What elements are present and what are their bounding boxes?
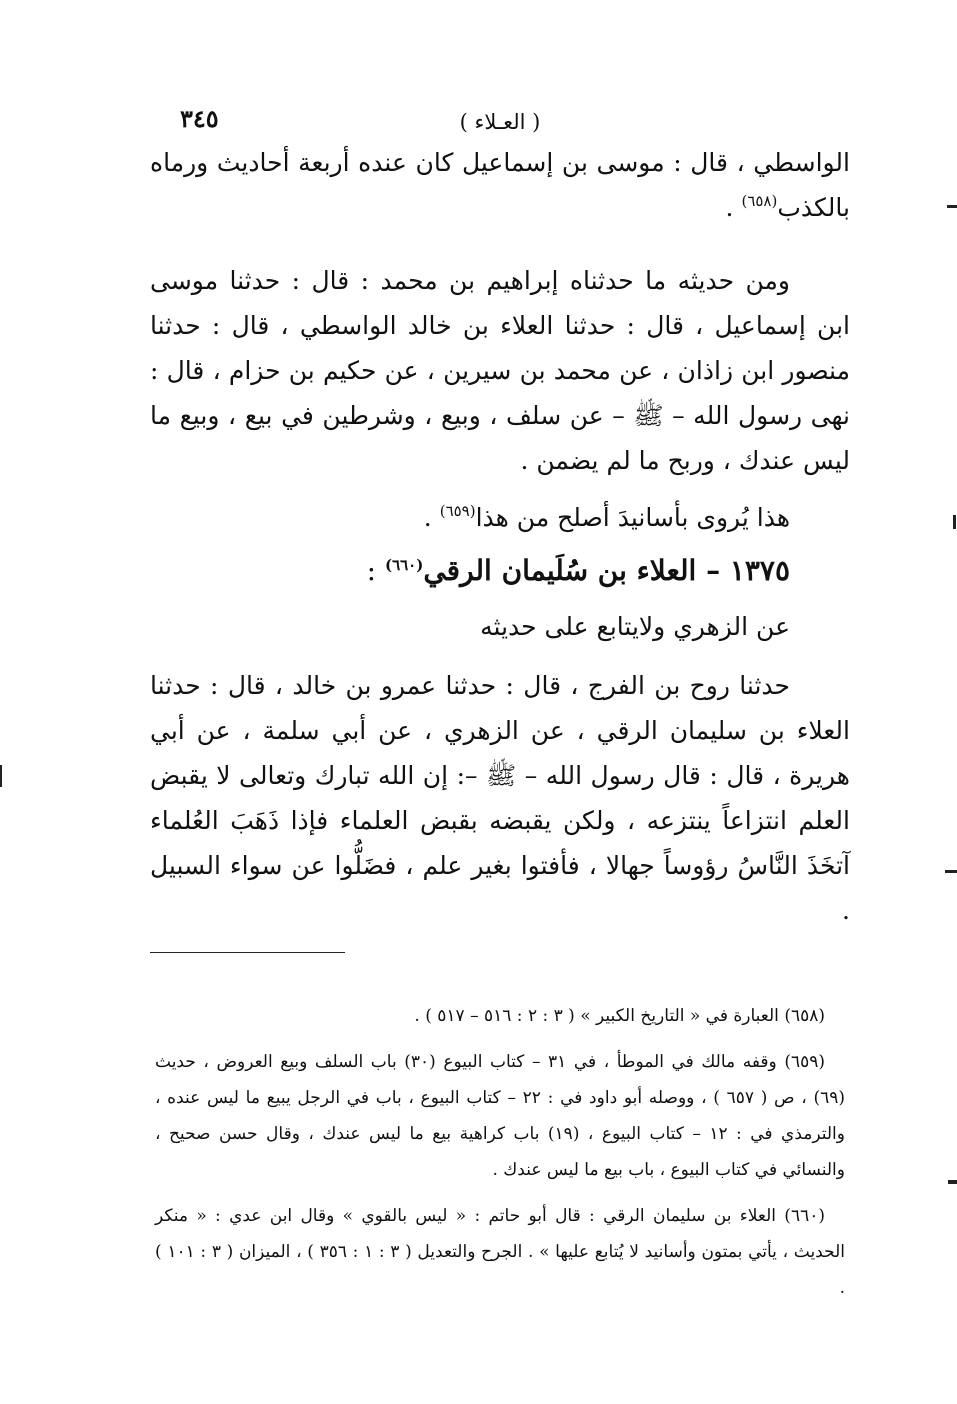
entry-colon: :	[366, 554, 385, 587]
scan-mark-2	[953, 515, 956, 529]
scan-mark-5	[0, 765, 2, 787]
footnote-ref-658[interactable]: (٦٥٨)	[741, 192, 778, 210]
entry-name: العلاء بن سُلَيمان الرقي	[423, 554, 697, 587]
page-body	[150, 100, 850, 933]
main-text	[150, 140, 850, 933]
entry-dash: –	[696, 554, 730, 587]
footnote-divider	[150, 952, 345, 953]
footnote-659: (٦٥٩) وقفه مالك في الموطأ ، في ٣١ – كتاب البيوع (٣٠) باب السلف وبيع العروض ، حديث (٦٩) ، ص ( ٦٥٧ ) ، ووصله أبو داود في : ٢٢ – كتاب البيوع ، باب في الرجل يبيع ما ليس عنده ، والترمذي في : ١٢ – كتاب البيوع ، (١٩) باب كراهية بيع ما ليس عندك ، وقال حسن صحيح ، والنسائي في كتاب البيوع ، باب بيع ما ليس عندك .	[155, 1052, 846, 1180]
page-number: ٣٤٥	[180, 104, 219, 133]
entry-text: حدثنا روح بن الفرج ، قال : حدثنا عمرو بن خالد ، قال : حدثنا العلاء بن سليمان الرقي ، عن الزهري ، عن أبي سلمة ، عن أبي هريرة ، قال : قال رسول الله – ﷺ –: إن الله تبارك وتعالى لا يقبض العلم انتزاعاً ينتزعه ، ولكن يقبضه بقبض العلماء فإذا ذَهَبَ العُلماء آتخَذَ النَّاسُ رؤوساً جهالا ، فأفتوا بغير علم ، فضَلُّوا عن سواء السبيل .	[150, 671, 850, 925]
page-header	[150, 100, 850, 140]
paragraph-1	[150, 140, 850, 230]
scan-mark-1	[947, 205, 957, 208]
paragraph-3-text: هذا يُروى بأسانيدَ أصلح من هذا	[475, 503, 790, 532]
footnote-660: (٦٦٠) العلاء بن سليمان الرقي : قال أبو حاتم : « ليس بالقوي » وقال ابن عدي : « منكر الحديث ، يأتي بمتون وأسانيد لا يُتابع عليها » . الجرح والتعديل ( ٣ : ١ : ٣٥٦ ) ، الميزان ( ٣ : ١٠١ ) .	[155, 1206, 845, 1298]
footnotes	[155, 998, 845, 1316]
paragraph-3	[150, 495, 850, 540]
paragraph-3-end: .	[423, 503, 440, 532]
paragraph-1-text: الواسطي ، قال : موسى بن إسماعيل كان عنده أربعة أحاديث ورماه بالكذب	[150, 148, 850, 222]
entry-number: ١٣٧٥	[729, 554, 790, 587]
footnote-ref-659[interactable]: (٦٥٩)	[439, 502, 476, 520]
paragraph-1-end: .	[725, 193, 742, 222]
entry-subtitle: عن الزهري ولايتابع على حديثه	[480, 612, 790, 641]
footnote-658: (٦٥٨) العبارة في « التاريخ الكبير » ( ٣ : ٢ : ٥١٦ – ٥١٧ ) .	[414, 1006, 825, 1026]
entry-heading	[150, 548, 850, 594]
footnote-ref-660[interactable]: (٦٦٠)	[384, 556, 424, 574]
scan-mark-3	[945, 870, 957, 873]
running-title: ( العـلاء )	[459, 110, 541, 134]
scan-mark-4	[948, 1180, 957, 1184]
paragraph-2: ومن حديثه ما حدثناه إبراهيم بن محمد : قال : حدثنا موسى ابن إسماعيل ، قال : حدثنا العلاء بن خالد الواسطي ، قال : حدثنا منصور ابن زاذان ، عن محمد بن سيرين ، عن حكيم بن حزام ، قال : نهى رسول الله – ﷺ – عن سلف ، وبيع ، وشرطين في بيع ، وبيع ما ليس عندك ، وربح ما لم يضمن .	[150, 266, 850, 475]
